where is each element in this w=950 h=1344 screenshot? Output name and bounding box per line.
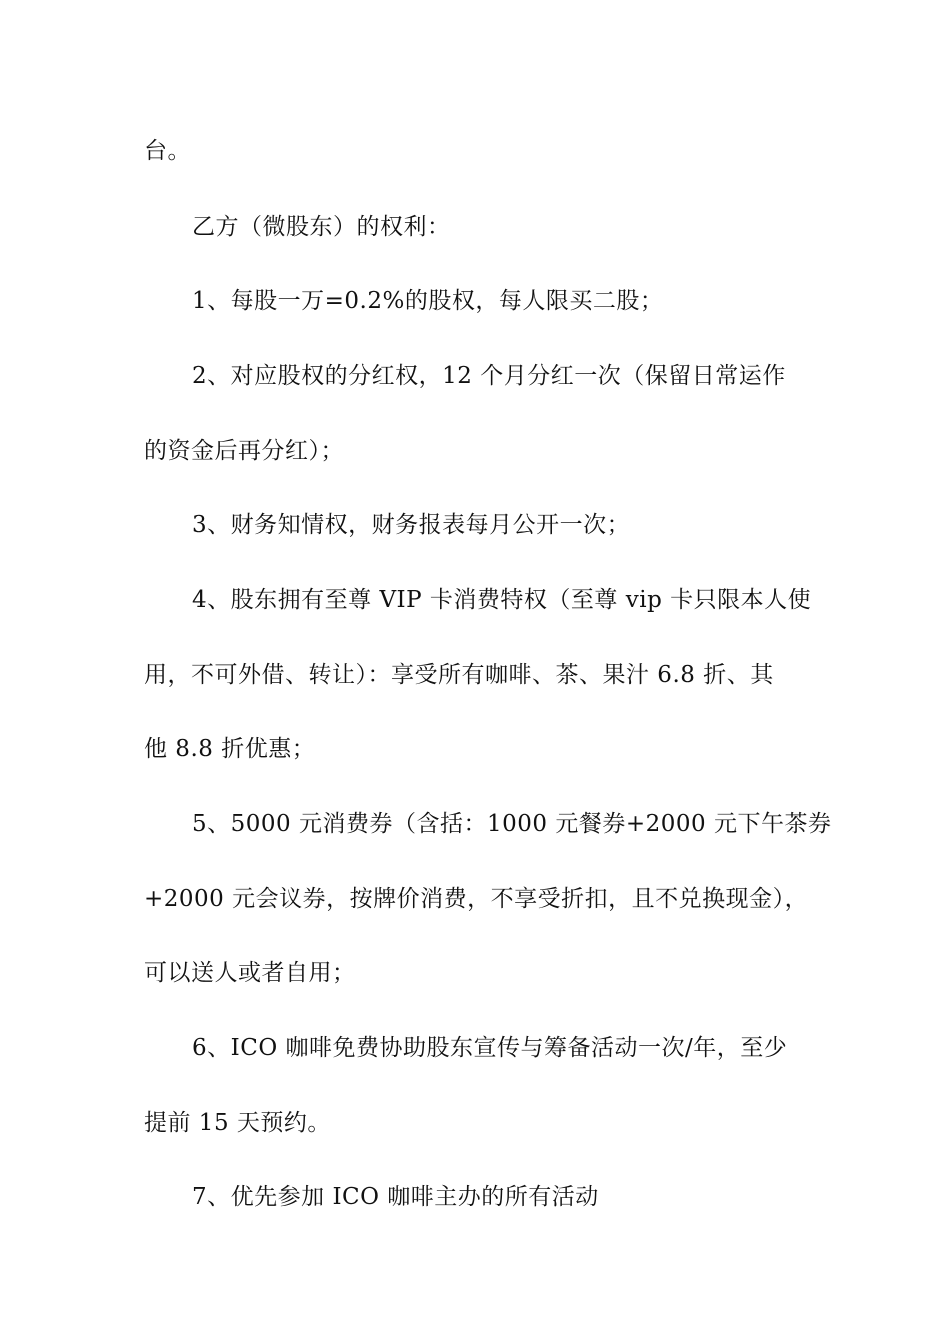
text-line: 5、5000 元消费券（含括：1000 元餐券+2000 元下午茶券 (192, 811, 832, 837)
text-line: 6、ICO 咖啡免费协助股东宣传与筹备活动一次/年，至少 (192, 1035, 788, 1061)
text-line: 可以送人或者自用； (144, 960, 356, 986)
text-line: 2、对应股权的分红权，12 个月分红一次（保留日常运作 (192, 363, 786, 389)
text-line: 的资金后再分红）； (144, 438, 344, 464)
text-line: 用，不可外借、转让）：享受所有咖啡、茶、果汁 6.8 折、其 (144, 662, 774, 688)
section-heading: 乙方（微股东）的权利： (192, 214, 451, 240)
text-line: 他 8.8 折优惠； (144, 736, 316, 762)
text-line: 1、每股一万=0.2%的股权，每人限买二股； (192, 288, 664, 314)
text-line: 台。 (144, 138, 191, 164)
text-line: +2000 元会议券，按牌价消费，不享受折扣，且不兑换现金）， (144, 886, 809, 912)
text-line: 提前 15 天预约。 (144, 1110, 331, 1136)
text-line: 4、股东拥有至尊 VIP 卡消费特权（至尊 vip 卡只限本人使 (192, 587, 812, 613)
text-line: 7、优先参加 ICO 咖啡主办的所有活动 (192, 1184, 599, 1210)
text-line: 3、财务知情权，财务报表每月公开一次； (192, 512, 631, 538)
